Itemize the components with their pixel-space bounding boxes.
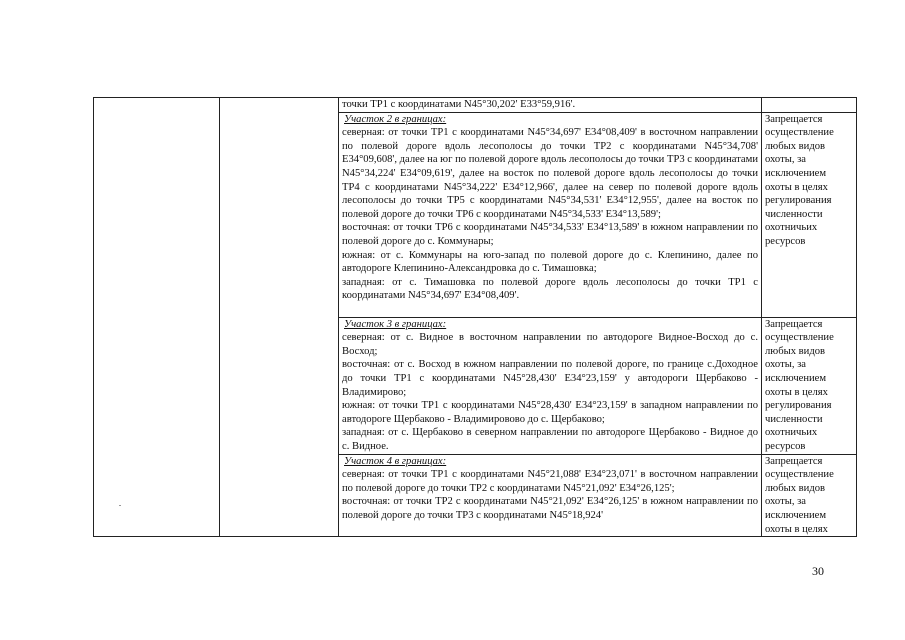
boundary-text-line: западная: от с. Тимашовка по полевой дороге вдоль лесополосы до точки ТР1 с координатами N45°34,697' Е34°08,409'. bbox=[342, 276, 758, 302]
scan-artifact bbox=[119, 505, 121, 506]
restriction-text: осуществление bbox=[765, 332, 834, 344]
restriction-cell bbox=[762, 112, 857, 317]
boundary-text-line: южная: от точки ТР1 с координатами N45°28,430' Е34°23,159' в западном направлении по автодороге Щербаково - Владимировово до с. Щербаково; bbox=[342, 400, 758, 425]
restriction-text: осуществление bbox=[765, 127, 834, 139]
restriction-text: численности bbox=[765, 208, 823, 220]
boundary-text-line: восточная: от с. Восход в южном направлении по полевой дороге, по границе с.Доходное до точки ТР1 с координатами N45°28,430' Е34°23,159' у автодороги Щербаково - Владимирово; bbox=[342, 359, 758, 398]
restriction-text: охоты в целях bbox=[765, 386, 828, 398]
boundary-text-line: северная: от точки ТР1 с координатами N45°34,697' Е34°08,409' в восточном направлении по полевой дороге вдоль лесополосы до точки ТР2 с координатами N45°34,708' Е34°09,608', далее на юг по полевой дороге вдоль лесополосы до точки ТР3 с координатами N45°34,224' Е34°09,619', далее на восток по полевой дороге вдоль лесополосы до точки ТР4 с координатами N45°34,222' Е34°12,966', далее на север по полевой дороге вдоль лесополосы до точки ТР5 с координатами N45°34,531' Е34°12,955', далее на восток по полевой дороге до точки ТР6 с координатами N45°34,533' Е34°13,589'; bbox=[342, 127, 758, 220]
restriction-cell bbox=[762, 317, 857, 454]
restriction-text: охоты, за bbox=[765, 359, 807, 371]
restriction-cell bbox=[762, 454, 857, 537]
restriction-text: ресурсов bbox=[765, 235, 806, 247]
boundary-text-line: точки ТР1 с координатами N45°30,202' Е33°59,916'. bbox=[342, 99, 576, 110]
boundary-text-line: восточная: от точки ТР6 с координатами N45°34,533' Е34°13,589' в южном направлении по полевой дороге до с. Коммунары; bbox=[342, 222, 758, 247]
restriction-text: охотничьих bbox=[765, 222, 818, 234]
restriction-text: охоты в целях bbox=[765, 523, 828, 535]
plot-heading: Участок 2 в границах: bbox=[344, 113, 447, 125]
restriction-text: регулирования bbox=[765, 400, 832, 412]
boundary-description-cell bbox=[339, 454, 762, 537]
restriction-text: численности bbox=[765, 413, 823, 425]
plot-heading: Участок 4 в границах: bbox=[344, 455, 447, 467]
restriction-text: Запрещается bbox=[765, 455, 823, 467]
restriction-text: ресурсов bbox=[765, 440, 806, 452]
hunting-areas-table bbox=[93, 97, 857, 537]
restriction-text: исключением bbox=[765, 167, 827, 179]
restriction-text: осуществление bbox=[765, 469, 834, 481]
plot-heading: Участок 3 в границах: bbox=[344, 318, 447, 330]
restriction-text: охоты в целях bbox=[765, 181, 828, 193]
boundary-text-line: западная: от с. Щербаково в северном направлении по автодороге Щербаково - Видное до с. Видное. bbox=[342, 427, 758, 452]
restriction-cell bbox=[762, 98, 857, 113]
boundary-description-cell bbox=[339, 98, 762, 113]
restriction-text: исключением bbox=[765, 509, 827, 521]
restriction-text: Запрещается bbox=[765, 318, 823, 330]
boundary-text-line: северная: от с. Видное в восточном направлении по автодороге Видное-Восход до с. Восход; bbox=[342, 332, 758, 357]
restriction-text: любых видов bbox=[765, 140, 826, 152]
empty-cell bbox=[220, 98, 339, 537]
restriction-text: исключением bbox=[765, 372, 827, 384]
page-number: 30 bbox=[812, 564, 824, 578]
restriction-text: охотничьих bbox=[765, 427, 818, 439]
table-row bbox=[94, 98, 857, 113]
restriction-text: любых видов bbox=[765, 345, 826, 357]
boundary-description-cell bbox=[339, 317, 762, 454]
boundary-description-cell bbox=[339, 112, 762, 317]
restriction-text: охоты, за bbox=[765, 496, 807, 508]
restriction-text: любых видов bbox=[765, 482, 826, 494]
restriction-text: Запрещается bbox=[765, 113, 823, 125]
restriction-text: регулирования bbox=[765, 195, 832, 207]
boundary-text-line: восточная: от точки ТР2 с координатами N45°21,092' Е34°26,125' в южном направлении по полевой дороге до точки ТР3 с координатами N45°18,924' bbox=[342, 496, 758, 521]
empty-cell bbox=[94, 98, 220, 537]
boundary-text-line: южная: от с. Коммунары на юго-запад по полевой дороге до с. Клепинино, далее по автодороге Клепинино-Александровка до с. Тимашовка; bbox=[342, 249, 758, 275]
boundary-text-line: северная: от точки ТР1 с координатами N45°21,088' Е34°23,071' в восточном направлении по полевой дороге до точки ТР2 с координатами N45°21,092' Е34°26,125'; bbox=[342, 469, 758, 494]
restriction-text: охоты, за bbox=[765, 154, 807, 166]
